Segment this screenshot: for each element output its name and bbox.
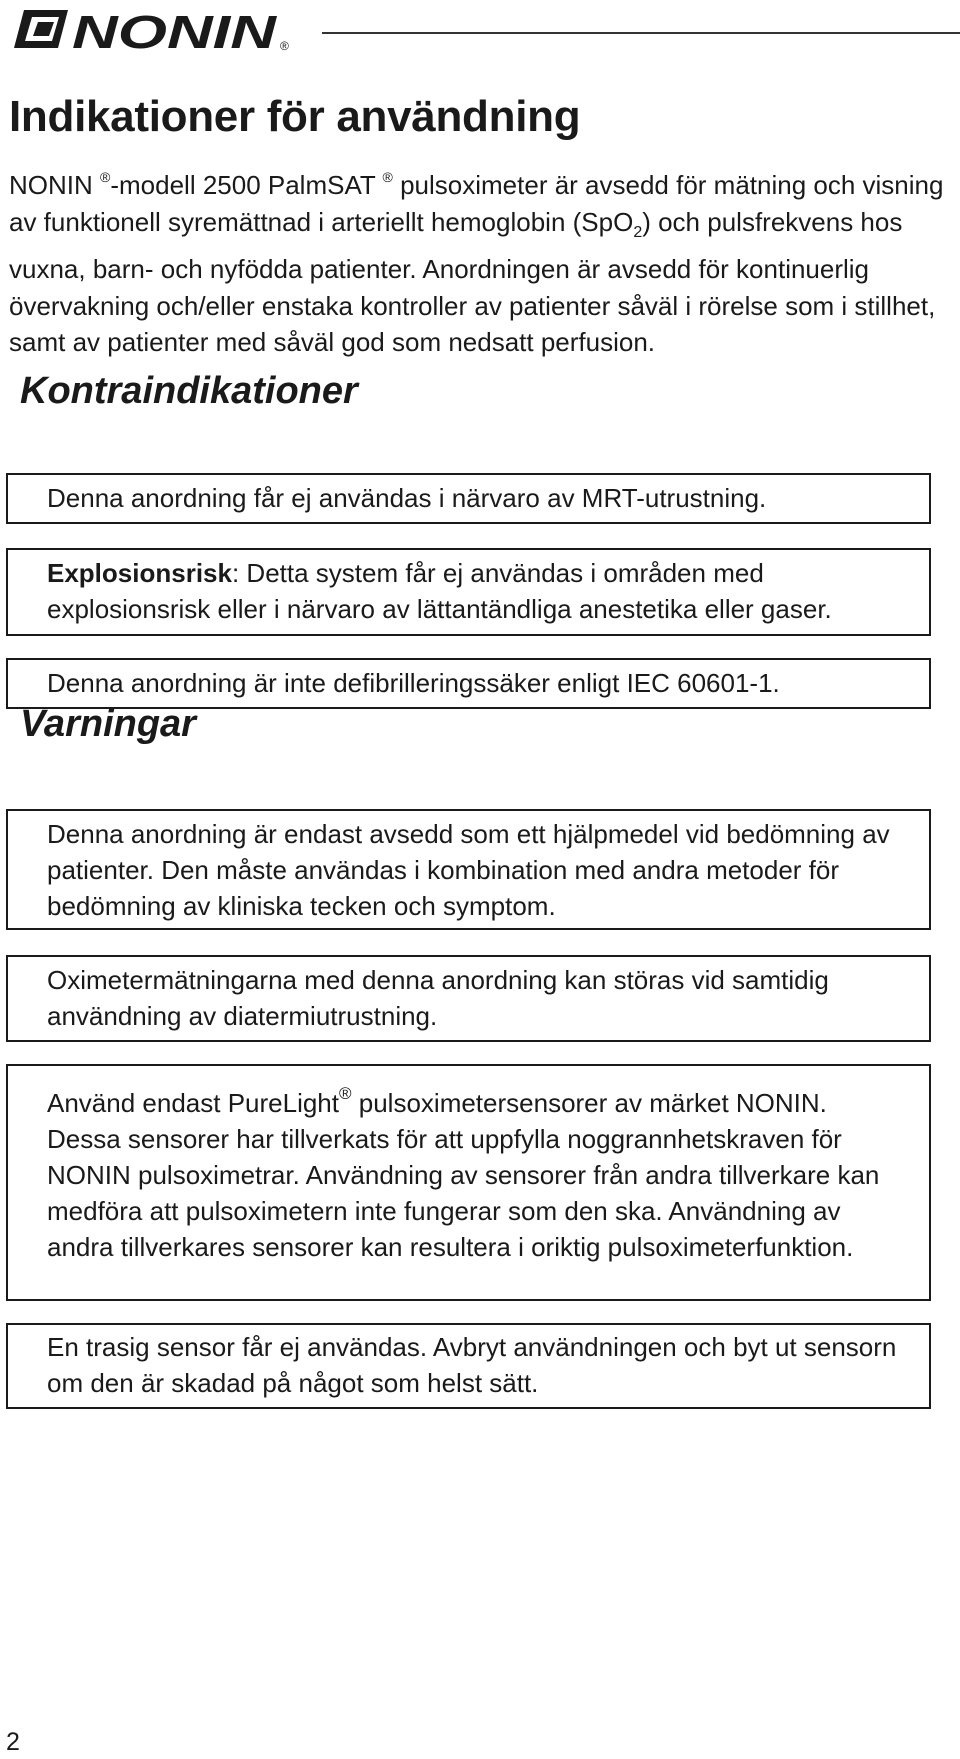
warning-text: [47, 1076, 899, 1265]
intro-paragraph: [9, 159, 949, 361]
warning-box-diagnostic-aid: [6, 809, 931, 930]
warning-text: En trasig sensor får ej användas. Avbryt användningen och byt ut sensorn om den är skadad på något som helst sätt.: [47, 1332, 897, 1398]
registered-mark: ®: [382, 169, 393, 185]
intro-text-2: pulsoximeter är avsedd för mätning och visning av funktionell syremättnad i arteriellt hemoglobin (SpO: [9, 170, 944, 237]
spo2-subscript: 2: [633, 223, 643, 241]
warning-box-sensors: [6, 1064, 931, 1301]
header-rule: [322, 32, 960, 34]
intro-text-1: -modell 2500 PalmSAT: [110, 170, 376, 200]
page-number: 2: [6, 1728, 20, 1756]
sensor-warning-text-2: pulsoximetersensorer av märket NONIN. Dessa sensorer har tillverkats för att uppfylla noggrannhetskraven för NONIN pulsoximetrar. Användning av sensorer från andra tillverkare kan medföra att pulsoximetern inte fungerar som den ska. Användning av andra tillverkares sensorer kan resultera i oriktig pulsoximeterfunktion.: [47, 1088, 880, 1262]
logo-trademark: ®: [280, 39, 289, 53]
contraindications-heading: Kontraindikationer: [20, 370, 358, 412]
intro-text-3: ) och pulsfrekvens hos vuxna, barn- och nyfödda patienter. Anordningen är avsedd för kontinuerlig övervakning och/eller enstaka kontroller av patienter såväl i rörelse som i stillhet, samt av patienter med såväl god som nedsatt perfusion.: [9, 206, 936, 357]
contraindication-text: [47, 555, 899, 627]
explosion-risk-text: : Detta system får ej användas i områden med explosionsrisk eller i närvaro av lättantändliga anestetika eller gaser.: [47, 558, 832, 624]
warning-text: Oximetermätningarna med denna anordning kan störas vid samtidig användning av diatermiutrustning.: [47, 965, 829, 1031]
registered-mark: ®: [100, 169, 111, 185]
nonin-logo-mark-icon: [14, 10, 68, 48]
contraindication-box-defibrillation: [6, 658, 931, 709]
nonin-logo-wordmark: NONIN: [72, 6, 278, 54]
sensor-warning-text-1: Använd endast PureLight: [47, 1088, 339, 1118]
explosion-risk-label: Explosionsrisk: [47, 558, 232, 588]
contraindication-text: Denna anordning får ej användas i närvaro av MRT-utrustning.: [47, 483, 767, 513]
intro-brand: NONIN: [9, 170, 93, 200]
page-title: Indikationer för användning: [9, 92, 581, 141]
warning-text: Denna anordning är endast avsedd som ett hjälpmedel vid bedömning av patienter. Den måste användas i kombination med andra metoder för bedömning av kliniska tecken och symptom.: [47, 819, 890, 921]
contraindication-box-explosion: [6, 548, 931, 636]
warning-box-damaged-sensor: [6, 1323, 931, 1409]
registered-mark: ®: [339, 1084, 352, 1103]
warning-box-diathermy: [6, 955, 931, 1042]
nonin-logo: [10, 4, 308, 54]
warnings-heading: Varningar: [20, 703, 196, 745]
contraindication-box-mri: [6, 473, 931, 524]
contraindication-text: Denna anordning är inte defibrilleringssäker enligt IEC 60601-1.: [47, 668, 780, 698]
